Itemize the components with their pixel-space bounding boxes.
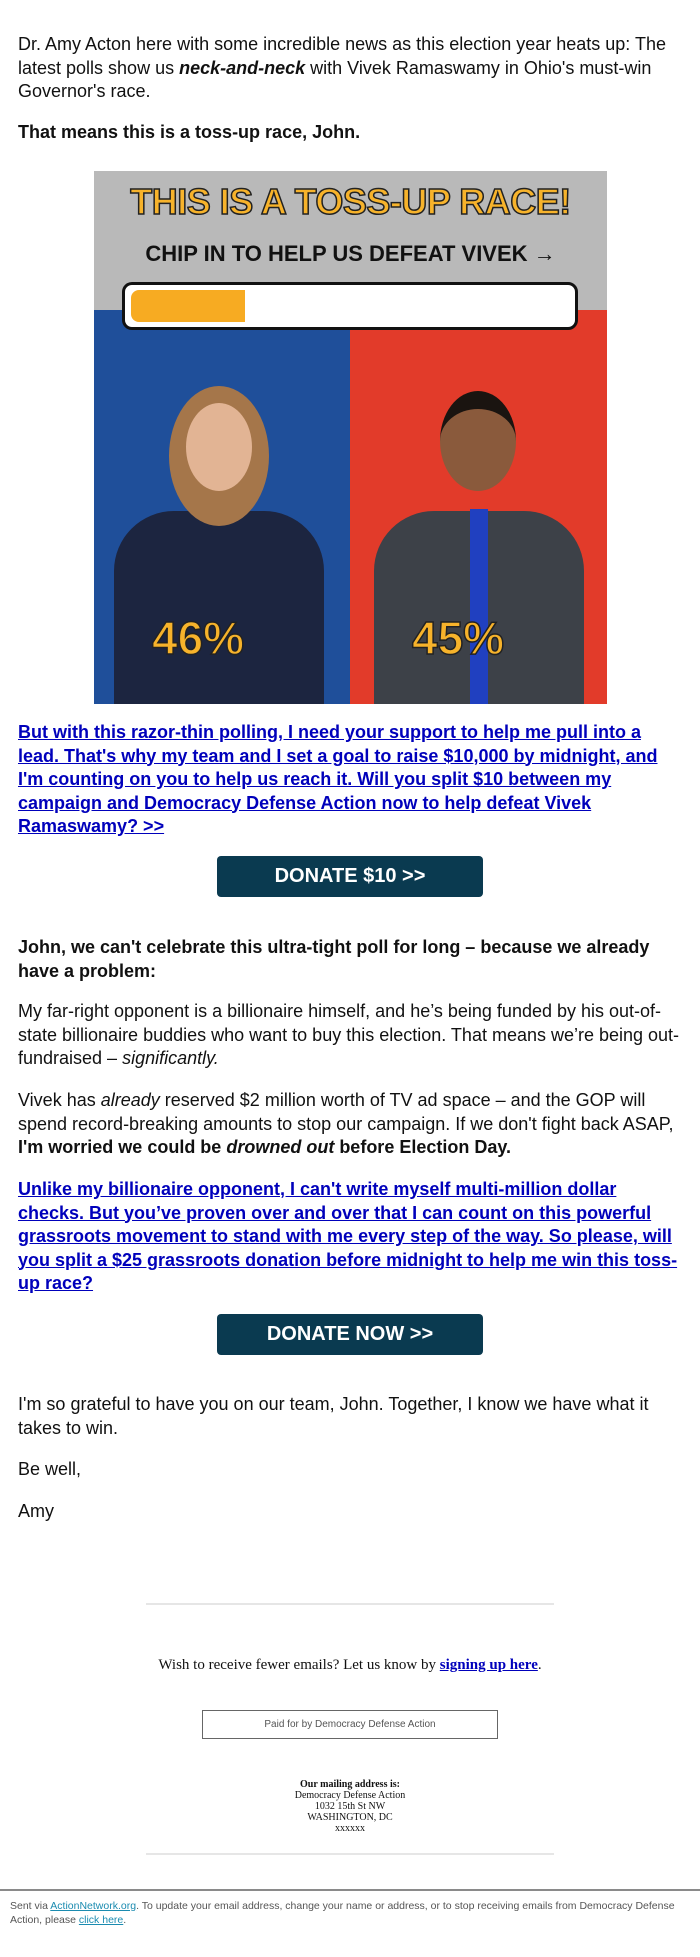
divider [146, 1603, 554, 1605]
text: with Vivek Ramaswamy in Ohio's must-win Governor's race. [18, 57, 652, 101]
emphasis: neck-and-neck [179, 57, 306, 78]
emphasis: drowned out [226, 1137, 335, 1157]
acton-percent: 46% [152, 612, 245, 664]
mailing-address [0, 1779, 700, 1834]
vivek-paragraph [18, 1089, 682, 1160]
text: My far-right opponent is a billionaire himself, and he’s being funded by his out-of-state billionaire buddies who want to buy this election. That means we’re being out-fundraised – [18, 1001, 680, 1068]
text: Wish to receive fewer emails? Let us know by [158, 1657, 440, 1673]
ramaswamy-face [440, 391, 516, 491]
address-label: Our mailing address is: [300, 1779, 400, 1790]
progress-bar [122, 282, 578, 330]
grateful-paragraph: I'm so grateful to have you on our team, John. Together, I know we have what it takes to win. [18, 1394, 649, 1438]
text: Sent via [10, 1900, 51, 1912]
problem-paragraph: John, we can't celebrate this ultra-tight poll for long – because we already have a problem: [18, 937, 650, 981]
text: . [537, 1657, 542, 1673]
address-line: 1032 15th St NW [314, 1801, 386, 1812]
emphasis: already [100, 1090, 160, 1110]
fewer-emails-text [0, 1657, 700, 1674]
donate-10-button[interactable]: DONATE $10 >> [217, 856, 483, 897]
address-line: WASHINGTON, DC [307, 1812, 393, 1823]
signature: Amy [18, 1501, 54, 1521]
tossup-line: That means this is a toss-up race, John. [18, 122, 361, 142]
address-line: Democracy Defense Action [294, 1790, 406, 1801]
text: Dr. Amy Acton here with some incredible news as this election year heats up: The latest polls show us [18, 34, 666, 78]
ramaswamy-percent: 45% [412, 612, 505, 664]
address-line: xxxxxx [335, 1823, 365, 1834]
hero-title: THIS IS A TOSS-UP RACE! [130, 181, 571, 222]
text: Vivek has [18, 1090, 101, 1110]
text: . [123, 1914, 127, 1926]
divider [146, 1853, 554, 1855]
hero-image[interactable] [94, 171, 607, 704]
acton-figure [114, 511, 324, 704]
donate-now-button[interactable]: DONATE NOW >> [217, 1314, 483, 1355]
emphasis: significantly. [122, 1048, 219, 1068]
signoff: Be well, [18, 1459, 82, 1479]
progress-fill [131, 290, 245, 322]
intro-paragraph [18, 33, 682, 104]
signing-up-link[interactable]: signing up here [439, 1657, 538, 1673]
sent-via-footer [10, 1899, 690, 1927]
donate-link-25[interactable]: Unlike my billionaire opponent, I can't write myself multi-million dollar checks. But you’ve proven over and over that I can count on this powerful grassroots movement to stand with me every step of the way. So please, will you split a $25 grassroots donation before midnight to help me win this toss-up race? [18, 1179, 678, 1293]
opponent-paragraph [18, 1000, 682, 1071]
footer-rule [0, 1889, 700, 1891]
text: . To update your email address, change your name or address, or to stop receiving emails from Democracy Defense Action, please [10, 1900, 675, 1926]
paid-for-box: Paid for by Democracy Defense Action [202, 1710, 498, 1739]
actionnetwork-link[interactable]: ActionNetwork.org [50, 1900, 137, 1912]
bold-text: before Election Day. [334, 1137, 512, 1157]
bold-text: I'm worried we could be [18, 1137, 227, 1157]
acton-face [186, 403, 252, 491]
hero-subtitle: CHIP IN TO HELP US DEFEAT VIVEK → [145, 241, 556, 266]
text: reserved $2 million worth of TV ad space – and the GOP will spend record-breaking amounts to stop our campaign. If we don't fight back ASAP, [18, 1090, 674, 1134]
tie [470, 509, 488, 704]
donate-link-10[interactable]: But with this razor-thin polling, I need your support to help me pull into a lead. That's why my team and I set a goal to raise $10,000 by midnight, and I'm counting on you to help us reach it. Will you split $10 between my campaign and Democracy Defense Action now to help defeat Vivek Ramaswamy? >> [18, 722, 658, 836]
click-here-link[interactable]: click here [78, 1914, 124, 1926]
